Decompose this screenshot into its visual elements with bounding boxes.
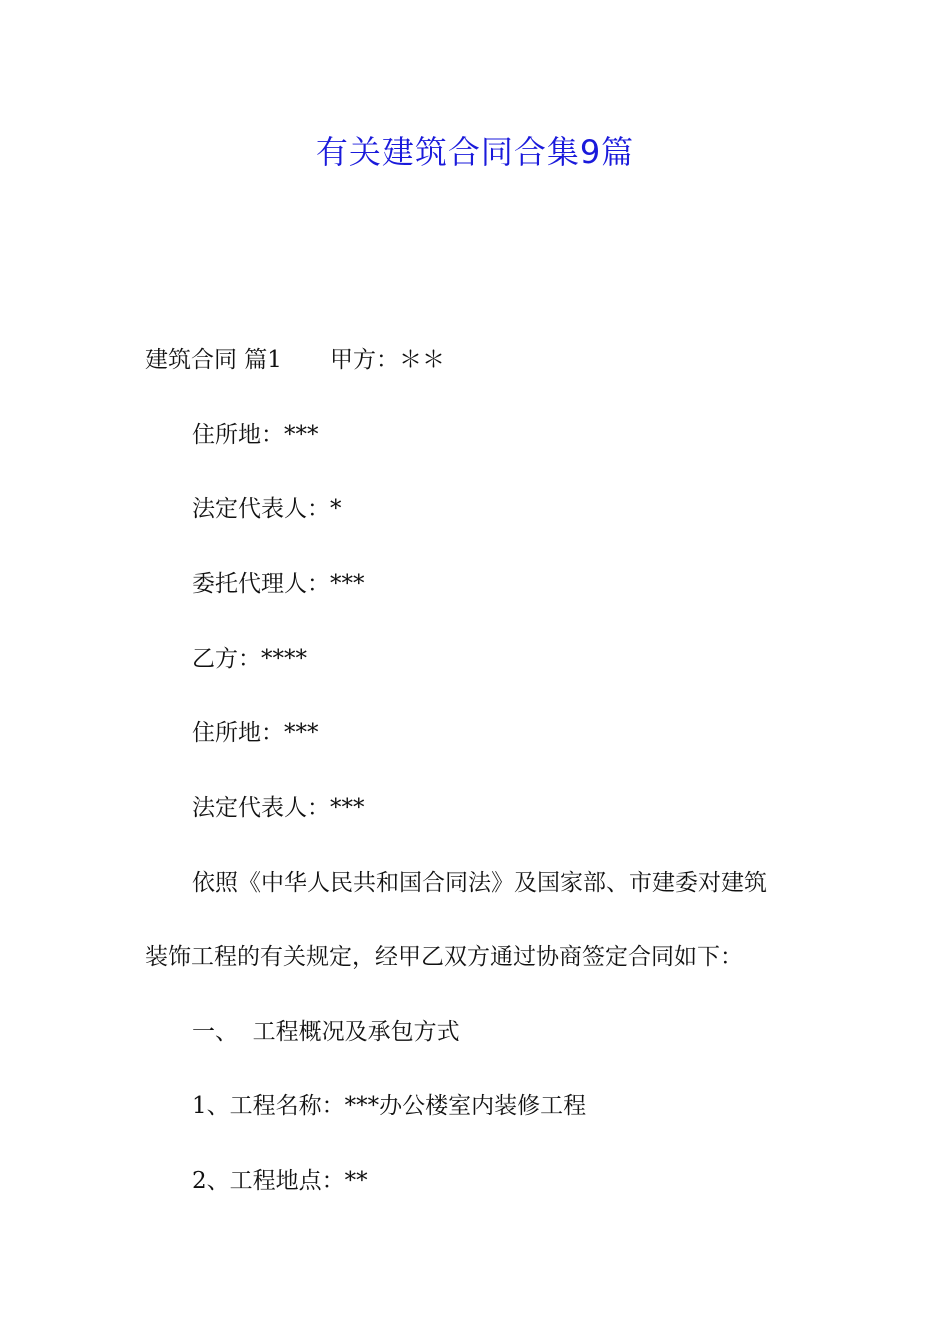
- party-b-label: 乙方：****: [192, 646, 307, 672]
- first-line: [145, 344, 445, 376]
- project-location: 2、工程地点：**: [192, 1168, 368, 1194]
- section-1-heading: 一、 工程概况及承包方式: [192, 1019, 460, 1045]
- party-a-legal-representative: 法定代表人：*: [192, 496, 342, 522]
- party-a-label: 甲方：＊＊: [329, 347, 445, 373]
- project-name: 1、工程名称：***办公楼室内装修工程: [192, 1093, 587, 1119]
- party-b-address: 住所地：***: [192, 720, 319, 746]
- party-a-agent: 委托代理人：***: [192, 571, 365, 597]
- preamble-line-2: 装饰工程的有关规定，经甲乙双方通过协商签定合同如下：: [145, 944, 743, 970]
- section-heading: 建筑合同 篇1: [145, 347, 282, 373]
- preamble-line-1: 依照《中华人民共和国合同法》及国家部、市建委对建筑: [192, 870, 767, 896]
- document-title: 有关建筑合同合集9篇: [315, 133, 635, 171]
- party-a-address: 住所地：***: [192, 422, 319, 448]
- party-b-legal-representative: 法定代表人：***: [192, 795, 365, 821]
